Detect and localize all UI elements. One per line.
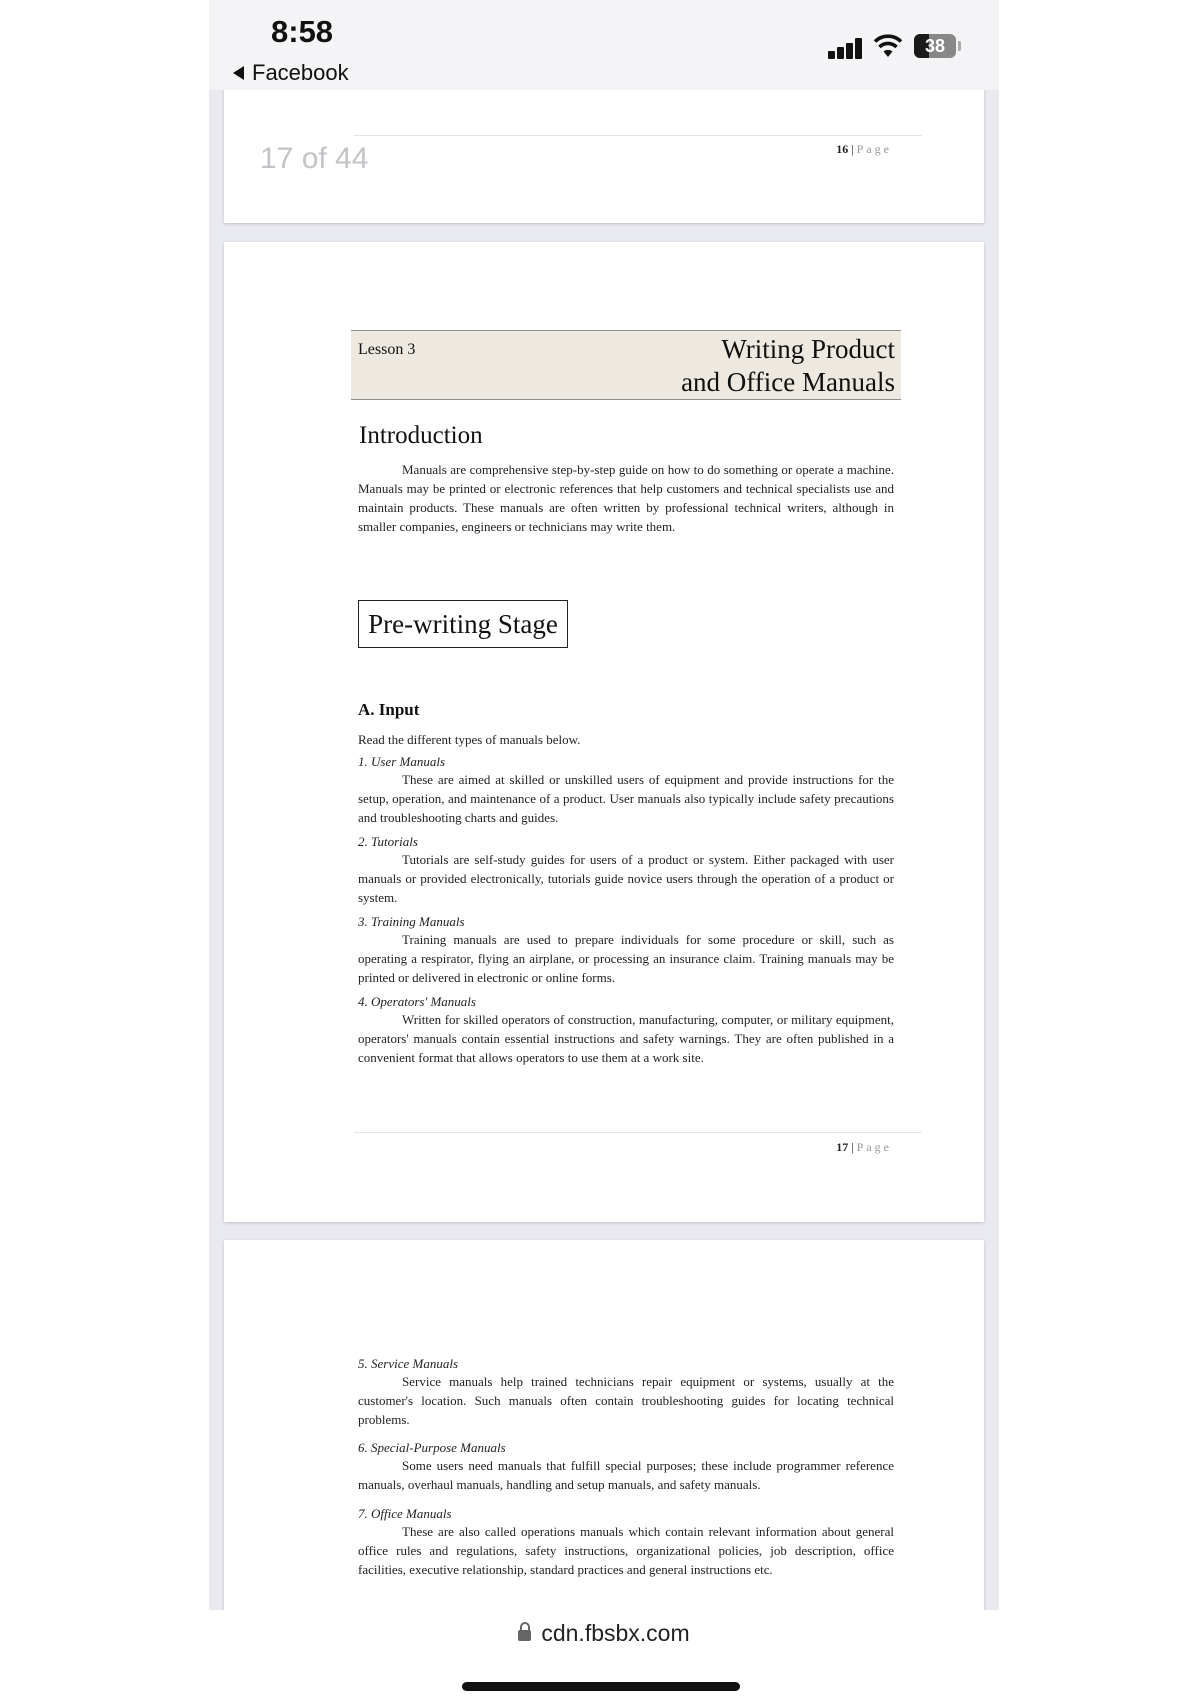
status-bar (209, 0, 999, 90)
battery-cap (958, 41, 961, 51)
manual-type-title: 4. Operators' Manuals (358, 994, 476, 1009)
home-indicator[interactable] (462, 1682, 740, 1691)
manual-type-title: 5. Service Manuals (358, 1356, 459, 1371)
address-display[interactable] (209, 1620, 999, 1647)
lesson-header (351, 330, 901, 400)
lesson-title-line-2: and Office Manuals (681, 367, 895, 397)
document-viewer[interactable] (209, 90, 999, 1610)
manual-type-title: 6. Special-Purpose Manuals (358, 1440, 506, 1455)
battery-icon (914, 34, 956, 58)
lesson-title-line-1: Writing Product (721, 334, 895, 364)
introduction-text: Manuals are comprehensive step-by-step guide on how to do something or operate a machine. Manuals may be printed or electronic references that help customers and technical specialists use and maintain products. These manuals are often written by professional technical writers, although in smaller companies, engineers or technicians may write them. (358, 462, 894, 534)
phone-screen (209, 0, 999, 1698)
status-time: 8:58 (271, 14, 334, 49)
manual-type-text: These are aimed at skilled or unskilled users of equipment and provide instructions for the setup, operation, and maintenance of a product. User manuals also typically include safety precautions and troubleshooting charts and guides. (358, 772, 894, 825)
manual-type-text: Written for skilled operators of construction, manufacturing, computer, or military equipment, operators' manuals contain essential instructions and safety warnings. They are often published in a convenient format that allows operators to use them at a work site. (358, 1012, 894, 1065)
section-a-heading: A. Input (358, 700, 420, 719)
lesson-title (681, 333, 895, 399)
manual-type-text: Some users need manuals that fulfill special purposes; these include programmer reference manuals, overhaul manuals, handling and setup manuals, and safety manuals. (358, 1458, 894, 1492)
battery-level: 38 (924, 36, 946, 56)
footer-rule (354, 135, 922, 136)
page-counter: 17 of 44 (260, 142, 369, 175)
manual-type-title: 1. User Manuals (358, 754, 446, 769)
footer-separator: | (848, 1140, 857, 1154)
page-footer (836, 142, 892, 157)
url-bar (209, 1610, 999, 1698)
section-a-lead: Read the different types of manuals below. (358, 732, 581, 747)
document-page-17 (224, 242, 984, 1222)
footer-rule (354, 1132, 922, 1133)
prewriting-stage-heading: Pre-writing Stage (358, 600, 568, 648)
manual-type-title: 7. Office Manuals (358, 1506, 452, 1521)
manual-type-text: Training manuals are used to prepare individuals for some procedure or skill, such as operating a respirator, flying an airplane, or processing an insurance claim. Training manuals may be printed or delivered in electronic or online forms. (358, 932, 894, 985)
manual-type-text: Tutorials are self-study guides for users of a product or system. Either packaged with user manuals or provided electronically, tutorials guide novice users through the operation of a product or system. (358, 852, 894, 905)
introduction-heading: Introduction (359, 422, 483, 449)
footer-page-number: 17 (836, 1140, 849, 1154)
lock-icon (518, 1630, 531, 1641)
manual-type-title: 2. Tutorials (358, 834, 418, 849)
footer-page-number: 16 (836, 142, 849, 156)
manual-type-text: Service manuals help trained technicians repair equipment or systems, usually at the customer's location. Such manuals often contain troubleshooting guides for locating technical problems. (358, 1374, 894, 1427)
footer-page-word: Page (856, 142, 892, 156)
cellular-signal-icon (828, 37, 868, 59)
document-page-16 (224, 90, 984, 223)
manual-type-text: These are also called operations manuals which contain relevant information about general office rules and regulations, safety instructions, organizational policies, job description, office facilities, executive relationship, standard practices and general instructions etc. (358, 1524, 894, 1577)
page-footer (836, 1140, 892, 1155)
manual-type-title: 3. Training Manuals (358, 914, 465, 929)
document-page-18 (224, 1240, 984, 1610)
footer-separator: | (848, 142, 857, 156)
footer-page-word: Page (856, 1140, 892, 1154)
back-to-app-button[interactable] (233, 60, 349, 86)
wifi-icon (873, 32, 903, 58)
lesson-label: Lesson 3 (358, 341, 416, 358)
url-text: cdn.fbsbx.com (541, 1620, 690, 1646)
back-arrow-icon (233, 66, 244, 80)
back-app-label: Facebook (252, 60, 349, 85)
